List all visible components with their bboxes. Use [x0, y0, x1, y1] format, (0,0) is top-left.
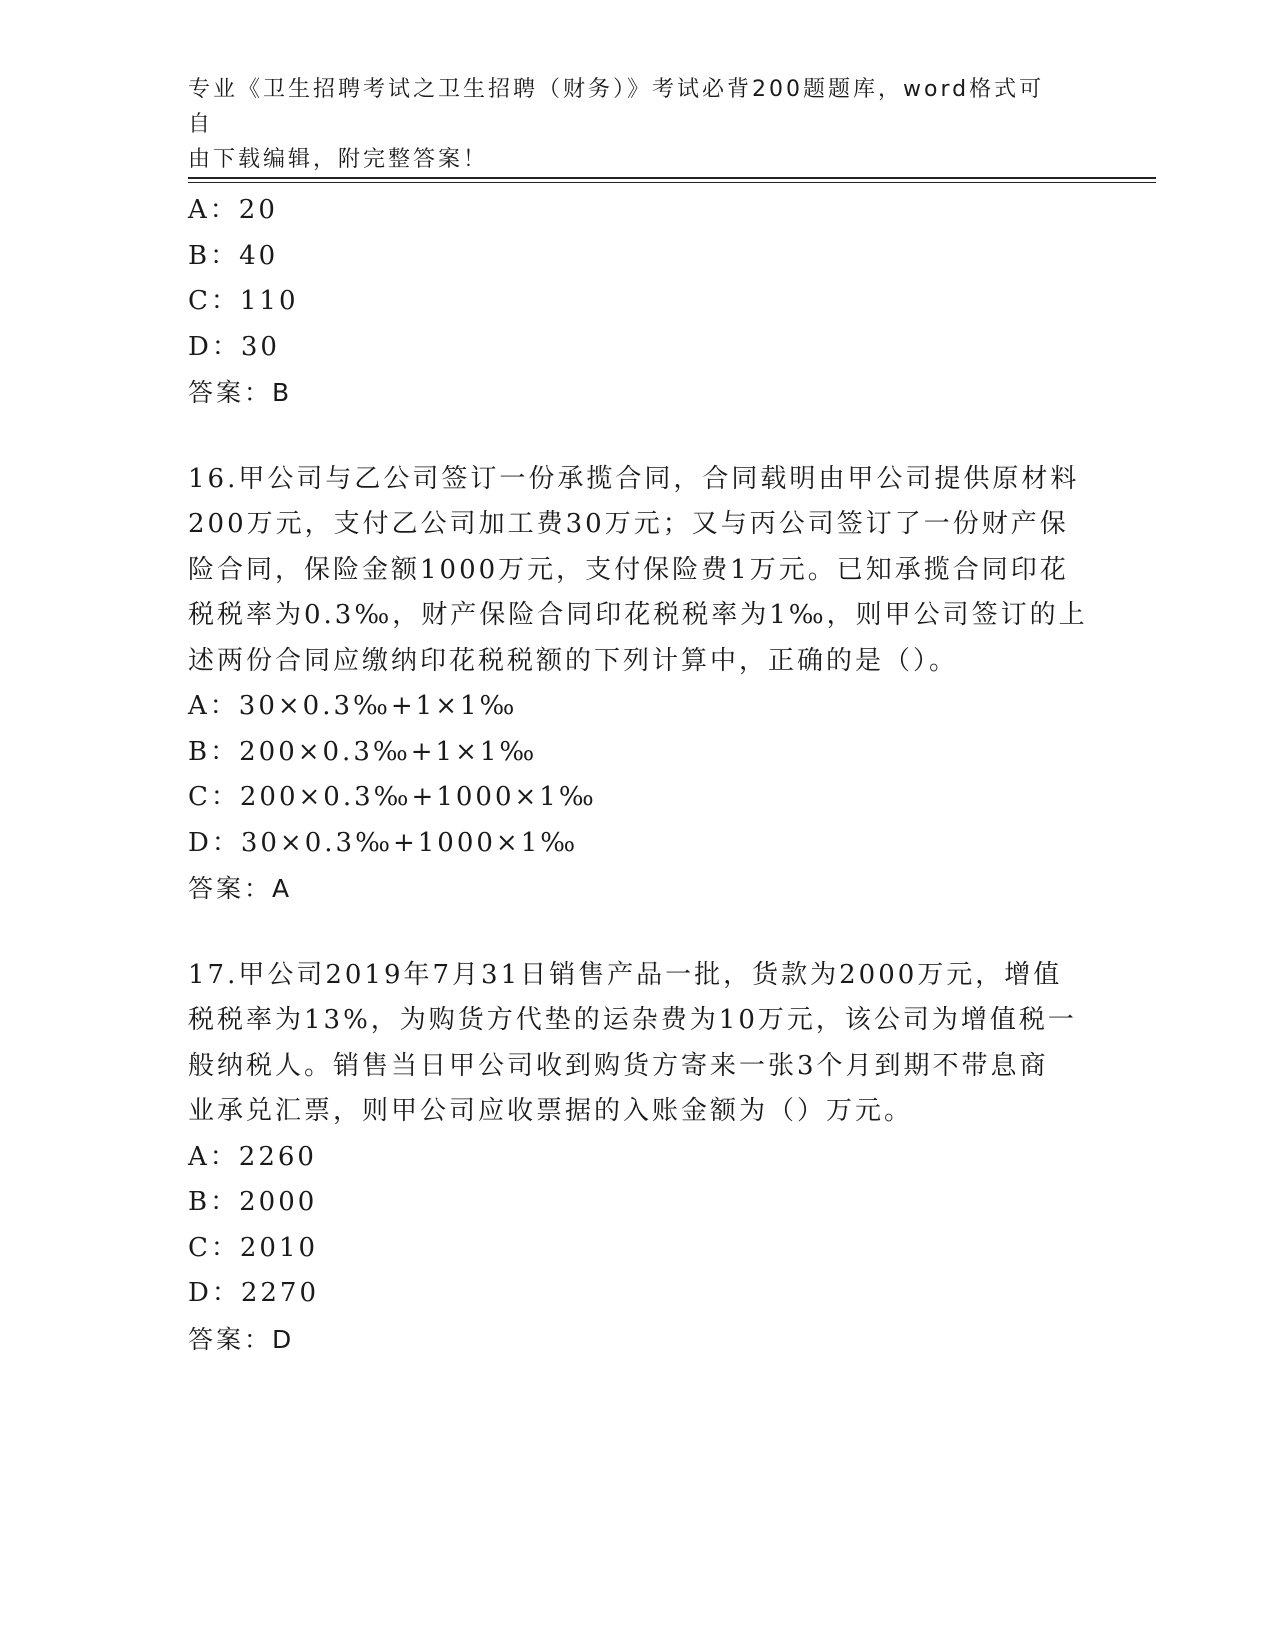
- question-text-line: 16.甲公司与乙公司签订一份承揽合同，合同载明由甲公司提供原材料: [188, 463, 1080, 494]
- header-divider-thick: [188, 177, 1156, 179]
- option-c: C：2010: [188, 1232, 319, 1263]
- question-text-line: 200万元，支付乙公司加工费30万元；又与丙公司签订了一份财产保: [188, 509, 1069, 539]
- option-d: D：30×0.3‰+1000×1‰: [188, 827, 579, 858]
- answer-line: 答案：A: [188, 874, 293, 903]
- question-text-line: 般纳税人。销售当日甲公司收到购货方寄来一张3个月到期不带息商: [188, 1050, 1049, 1081]
- question-15-block: [188, 188, 1068, 416]
- document-header: [188, 72, 1068, 177]
- spacer: [188, 912, 1068, 953]
- header-line-2: 由下载编辑，附完整答案！: [188, 147, 489, 172]
- option-a: A：20: [188, 195, 278, 225]
- question-text-line: 17.甲公司2019年7月31日销售产品一批，货款为2000万元，增值: [188, 959, 1063, 990]
- question-content: [188, 188, 1088, 1362]
- answer-line: 答案：D: [188, 1324, 295, 1354]
- question-text-line: 税税率为0.3‰，财产保险合同印花税税率为1‰，则甲公司签订的上: [188, 600, 1088, 630]
- option-b: B：40: [188, 240, 279, 271]
- question-text-line: 业承兑汇票，则甲公司应收票据的入账金额为（）万元。: [188, 1096, 914, 1126]
- spacer: [188, 416, 1068, 457]
- question-17-block: [188, 953, 1077, 1363]
- question-text-line: 税税率为13%，为购货方代垫的运杂费为10万元，该公司为增值税一: [188, 1005, 1077, 1035]
- option-b: B：2000: [188, 1187, 318, 1217]
- option-a: A：30×0.3‰+1×1‰: [188, 691, 518, 721]
- header-line-1: 专业《卫生招聘考试之卫生招聘（财务）》考试必背200题题库，word格式可自: [188, 77, 1045, 137]
- question-text-line: 险合同，保险金额1000万元，支付保险费1万元。已知承揽合同印花: [188, 554, 1069, 585]
- answer-line: 答案：B: [188, 378, 293, 407]
- option-c: C：200×0.3‰+1000×1‰: [188, 782, 597, 812]
- option-d: D：30: [188, 331, 280, 362]
- option-d: D：2270: [188, 1278, 320, 1308]
- option-c: C：110: [188, 286, 299, 316]
- header-divider-thin: [188, 182, 1156, 183]
- question-text-line: 述两份合同应缴纳印花税税额的下列计算中，正确的是（）。: [188, 645, 959, 676]
- question-16-block: [188, 457, 1088, 912]
- option-a: A：2260: [188, 1141, 317, 1172]
- option-b: B：200×0.3‰+1×1‰: [188, 736, 538, 767]
